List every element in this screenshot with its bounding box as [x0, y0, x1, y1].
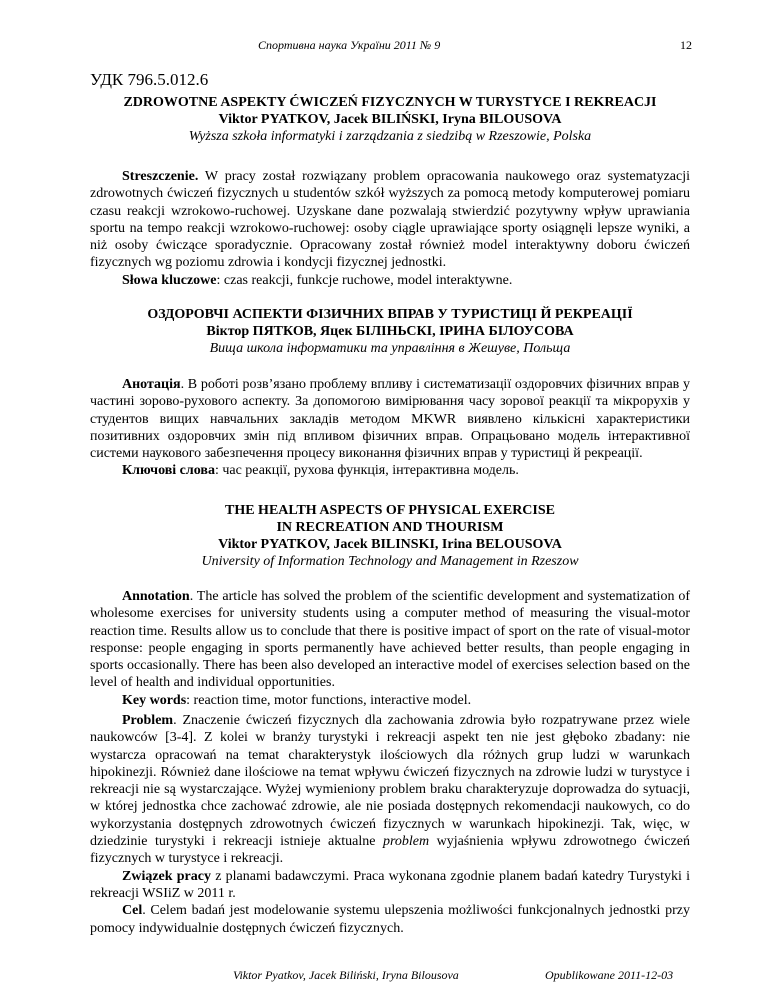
problem-text-b: wyjaśnienia wpływu zdrowotnego ćwiczeń fizycznych w turystyce i rekreacji.	[90, 834, 690, 867]
cel-text: . Celem badań jest modelowanie systemu ulepszenia możliwości funkcjonalnych jednostki przy pomocy indywidualnie dostępnych ćwiczeń fizycznych.	[90, 903, 690, 936]
english-title-line1: THE HEALTH ASPECTS OF PHYSICAL EXERCISE	[224, 503, 555, 518]
ukrainian-title: ОЗДОРОВЧІ АСПЕКТИ ФІЗИЧНИХ ВПРАВ У ТУРИСТИЦІ Й РЕКРЕАЦІЇ	[147, 307, 633, 322]
polish-keywords-text: : czas reakcji, funkcje ruchowe, model interaktywne.	[216, 272, 513, 288]
problem-paragraph	[90, 712, 690, 868]
english-abstract-text: . The article has solved the problem of the scientific development and systematization of wholesome exercises for university students using a computer method of measuring the visual-motor reaction time. Results allow us to conclude that there is positive impact of sport on the rate of visual-motor response: people engaging in sports permanently have achieved better results, than people engaging in sports occasionally. There has been also developed an interactive model of exercises selection based on the level of health and individual opportunities.	[90, 589, 690, 691]
ukrainian-authors: Віктор ПЯТКОВ, Яцек БІЛІНЬСКІ, ІРИНА БІЛОУСОВА	[206, 324, 574, 339]
english-heading	[90, 502, 690, 570]
ukrainian-keywords-text: : час реакції, рухова функція, інтерактивна модель.	[214, 463, 519, 479]
cel-label: Cel	[122, 903, 143, 919]
english-abstract	[90, 588, 690, 709]
zwiazek-paragraph	[90, 868, 690, 903]
polish-authors: Viktor PYATKOV, Jacek BILIŃSKI, Iryna BILOUSOVA	[218, 112, 562, 127]
english-authors: Viktor PYATKOV, Jacek BILINSKI, Irina BELOUSOVA	[218, 537, 562, 552]
problem-italic: problem	[382, 834, 430, 850]
polish-abstract-text: W pracy został rozwiązany problem opracowania naukowego oraz systematyzacji zdrowotnych ćwiczeń fizycznych u studentów szkół wyższych za pomocą metody komputerowej pomiaru czasu reakcji wzrokowo-ruchowej. Uzyskane dane pozwalają stwierdzić pozytywny wpływ uprawiania sportu na tempo reakcji wzrokowo-ruchowej: osoby ciągle uprawiające sporty osiągnęli lepsze wyniki, a niż osoby ćwiczące sporadycznie. Opracowany został również model interaktywny doboru ćwiczeń fizycznych wg poziomu zdrowia i kondycji fizycznej jednostki.	[90, 169, 690, 271]
polish-affiliation: Wyższa szkoła informatyki i zarządzania z siedzibą w Rzeszowie, Polska	[188, 129, 592, 144]
ukrainian-abstract-label: Анотація	[122, 377, 181, 392]
polish-keywords-label: Słowa kluczowe	[122, 272, 217, 288]
english-title-line2: IN RECREATION AND THOURISM	[276, 520, 504, 535]
zwiazek-label: Związek pracy	[122, 868, 211, 884]
footer-published: Opublikowane 2011-12-03	[545, 968, 674, 982]
zwiazek-text: z planami badawczymi. Praca wykonana zgodnie planem badań katedry Turystyki i rekreacji WSIiZ w 2011 r.	[90, 868, 691, 901]
ukrainian-heading	[90, 306, 690, 357]
ukrainian-keywords-label: Ключові слова	[122, 463, 215, 479]
footer-authors: Viktor Pyatkov, Jacek Biliński, Iryna Bilousova	[233, 968, 459, 982]
problem-label: Problem	[122, 713, 174, 728]
ukrainian-abstract-text: . В роботі розв’язано проблему впливу і систематизації оздоровчих фізичних вправ у частині зорово-рухового аспекту. За допомогою вимірювання часу зорової реакції та мікрорухів у студентов вищих навчальних закладів методом MKWR виявлено кількісні характеристики позитивних оздоровчих змін під впливом фізичних вправ. Опрацьовано модель інтерактивної системи наукового забезпечення процесу виконання фізичних вправ у туристиці й рекреації.	[90, 377, 690, 462]
journal-title: Спортивна наука України 2011 № 9	[258, 38, 441, 52]
polish-abstract	[90, 168, 690, 289]
page-number: 12	[680, 38, 692, 52]
ukrainian-abstract	[90, 376, 690, 480]
problem-text-a: . Znaczenie ćwiczeń fizycznych dla zachowania zdrowia było rozpatrywane przez wiele naukowców [3-4]. Z kolei w branży turystyki i rekreacji aspekt ten nie jest głęboko zbadany: nie wystarcza opracowań na temat charakterystyk ilościowych dla różnych grup ludzi w warunkach hipokinezji. Również dane ilościowe na temat wpływu ćwiczeń fizycznych na zdrowie ludzi w turystyce i rekreacji nie są wystarczające. Wyżej wymieniony problem braku charakteryzuje doprowadza do sytuacji, w której jednostka chce zachować zdrowie, ale nie posiada dostępnych rekomendacji naukowych, co do wykorzystania dostępnych zdrowotnych ćwiczeń fizycznych w warunkach hipokinezji. Tak, więc, w dziedzinie turystyki i rekreacji istnieje aktualne	[90, 713, 690, 850]
english-keywords-label: Key words	[122, 692, 187, 708]
udk-code: УДК 796.5.012.6	[90, 70, 209, 89]
polish-heading	[90, 94, 690, 145]
english-affiliation: University of Information Technology and Management in Rzeszow	[201, 554, 579, 569]
main-body	[90, 712, 690, 937]
english-abstract-label: Annotation	[122, 589, 190, 604]
polish-abstract-label: Streszczenie.	[122, 169, 199, 184]
ukrainian-affiliation: Вища школа інформатики та управління в Жешуве, Польща	[209, 341, 571, 356]
cel-paragraph	[90, 902, 690, 937]
polish-title: ZDROWOTNE ASPEKTY ĆWICZEŃ FIZYCZNYCH W TURYSTYCE I REKREACJI	[123, 95, 657, 110]
english-keywords-text: : reaction time, motor functions, interactive model.	[186, 692, 472, 708]
